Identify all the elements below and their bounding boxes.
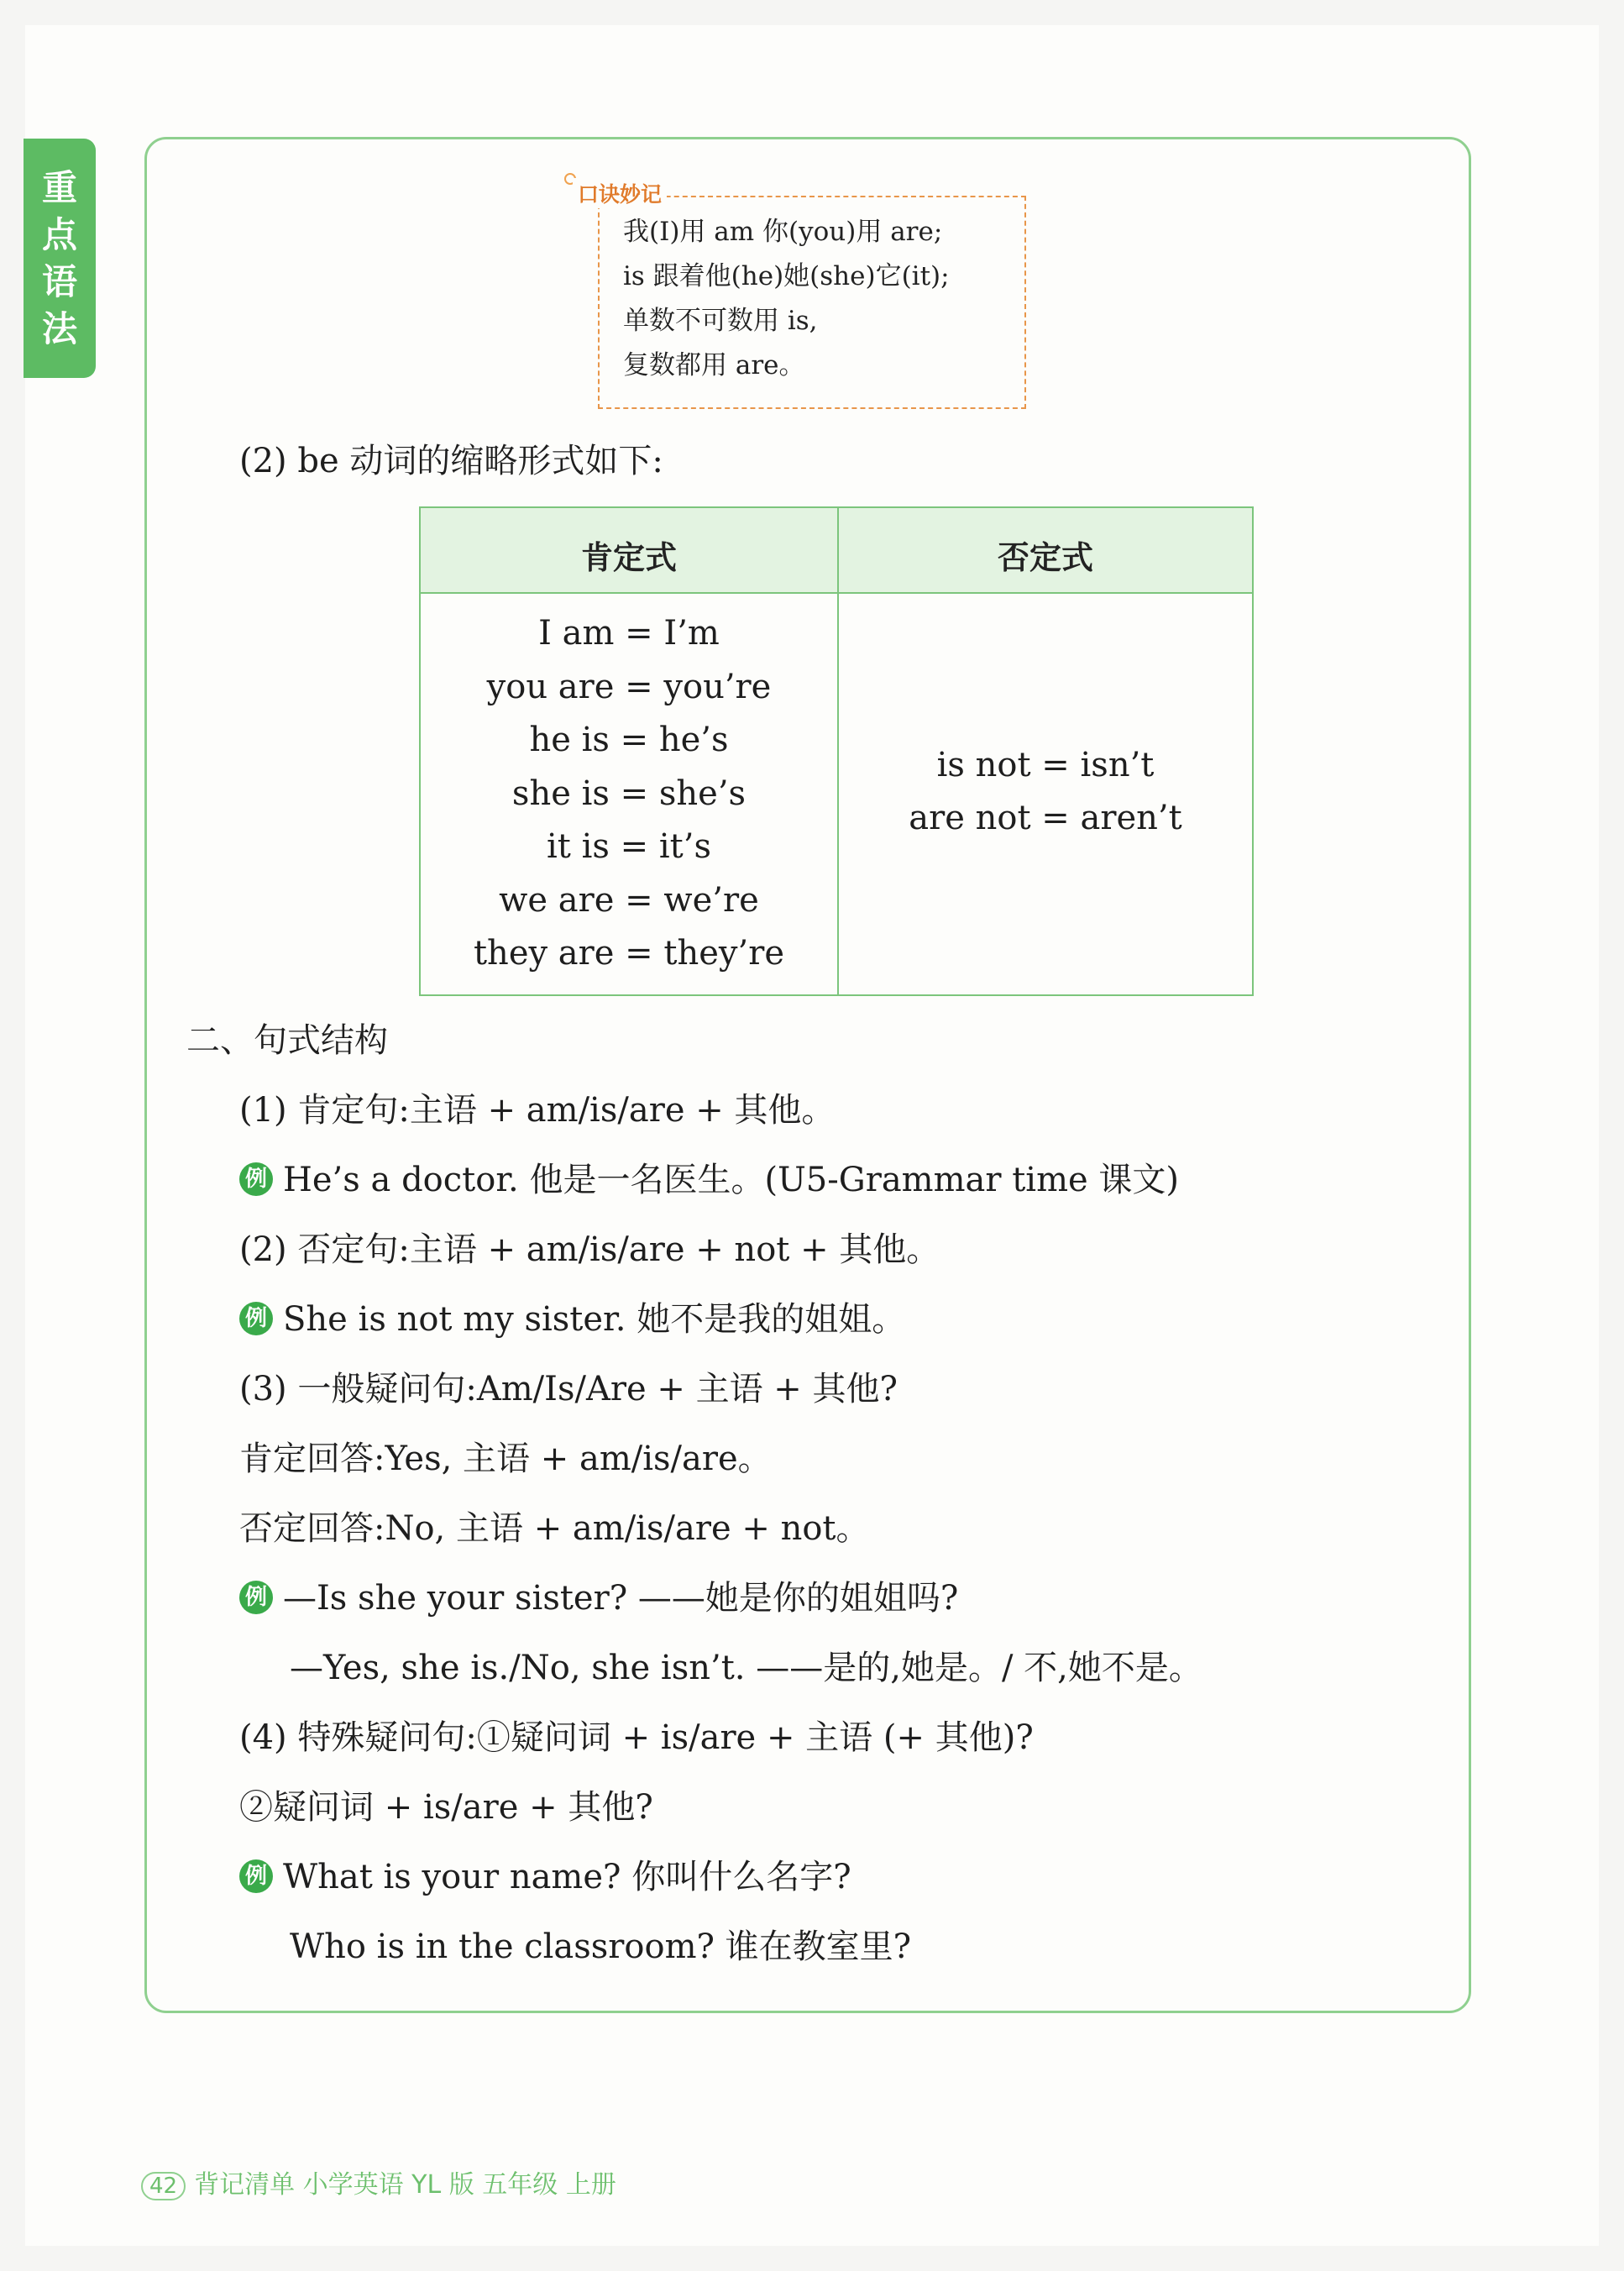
section-heading-contractions: (2) be 动词的缩略形式如下: — [239, 442, 663, 480]
mnemonic-lines — [623, 210, 950, 388]
example-line — [239, 1571, 958, 1619]
mnemonic-line: 我(I)用 am 你(you)用 are; — [623, 217, 943, 247]
mnemonic-title: 口诀妙记 — [573, 178, 667, 208]
example-text: He’s a doctor. 他是一名医生。(U5-Grammar time 课文) — [283, 1161, 1180, 1199]
affirmative-column — [421, 607, 837, 981]
table-cell: it is = it’s — [547, 827, 711, 866]
example-text: What is your name? 你叫什么名字? — [283, 1858, 851, 1896]
table-cell: you are = you’re — [486, 667, 772, 706]
table-cell: we are = we’re — [499, 880, 759, 920]
example-line — [239, 1153, 1179, 1201]
mnemonic-line: 复数都用 are。 — [623, 350, 805, 380]
page-number: 42 — [141, 2172, 186, 2200]
mnemonic-line: 单数不可数用 is, — [623, 306, 818, 336]
table-cell: they are = they’re — [473, 934, 785, 973]
table-cell: is not = isn’t — [936, 746, 1155, 784]
example-text: Who is in the classroom? 谁在教室里? — [290, 1927, 912, 1966]
side-tab-key-grammar — [24, 139, 96, 378]
rule-special-question-2: ②疑问词 + is/are + 其他? — [239, 1788, 653, 1827]
table-cell: are not = aren’t — [909, 799, 1182, 837]
rule-special-question: (4) 特殊疑问句:①疑问词 + is/are + 主语 (+ 其他)? — [239, 1718, 1034, 1757]
rule-general-question: (3) 一般疑问句:Am/Is/Are + 主语 + 其他? — [239, 1370, 898, 1408]
side-tab-char: 语 — [41, 260, 77, 302]
example-icon: 例 — [239, 1859, 273, 1893]
example-text: —Is she your sister? ——她是你的姐姐吗? — [283, 1579, 959, 1618]
side-tab-char: 点 — [41, 213, 77, 255]
example-icon: 例 — [239, 1302, 273, 1335]
table-cell: she is = she’s — [511, 774, 747, 813]
rule-negative-answer: 否定回答:No, 主语 + am/is/are + not。 — [239, 1509, 870, 1548]
example-text: —Yes, she is./No, she isn’t. ——是的,她是。/ 不,她不是。 — [290, 1649, 1202, 1687]
page-footer — [141, 2163, 616, 2200]
table-header-negative: 否定式 — [997, 539, 1093, 576]
example-icon: 例 — [239, 1162, 273, 1196]
example-line — [239, 1850, 851, 1898]
example-text: She is not my sister. 她不是我的姐姐。 — [283, 1300, 906, 1339]
example-line — [239, 1293, 905, 1340]
rule-affirmative: (1) 肯定句:主语 + am/is/are + 其他。 — [239, 1091, 836, 1130]
table-header-affirmative: 肯定式 — [580, 539, 677, 576]
rule-positive-answer: 肯定回答:Yes, 主语 + am/is/are。 — [239, 1440, 772, 1478]
part2-title: 二、句式结构 — [186, 1021, 388, 1060]
table-cell: I am = I’m — [538, 614, 720, 653]
negative-column — [839, 739, 1252, 845]
side-tab-char: 法 — [41, 307, 77, 349]
book-title: 背记清单 小学英语 YL 版 五年级 上册 — [194, 2170, 616, 2200]
mnemonic-line: is 跟着他(he)她(she)它(it); — [623, 261, 950, 291]
rule-negative: (2) 否定句:主语 + am/is/are + not + 其他。 — [239, 1230, 940, 1269]
example-icon: 例 — [239, 1581, 273, 1614]
table-cell: he is = he’s — [529, 721, 729, 759]
side-tab-char: 重 — [41, 166, 77, 208]
contraction-table — [419, 506, 1254, 996]
